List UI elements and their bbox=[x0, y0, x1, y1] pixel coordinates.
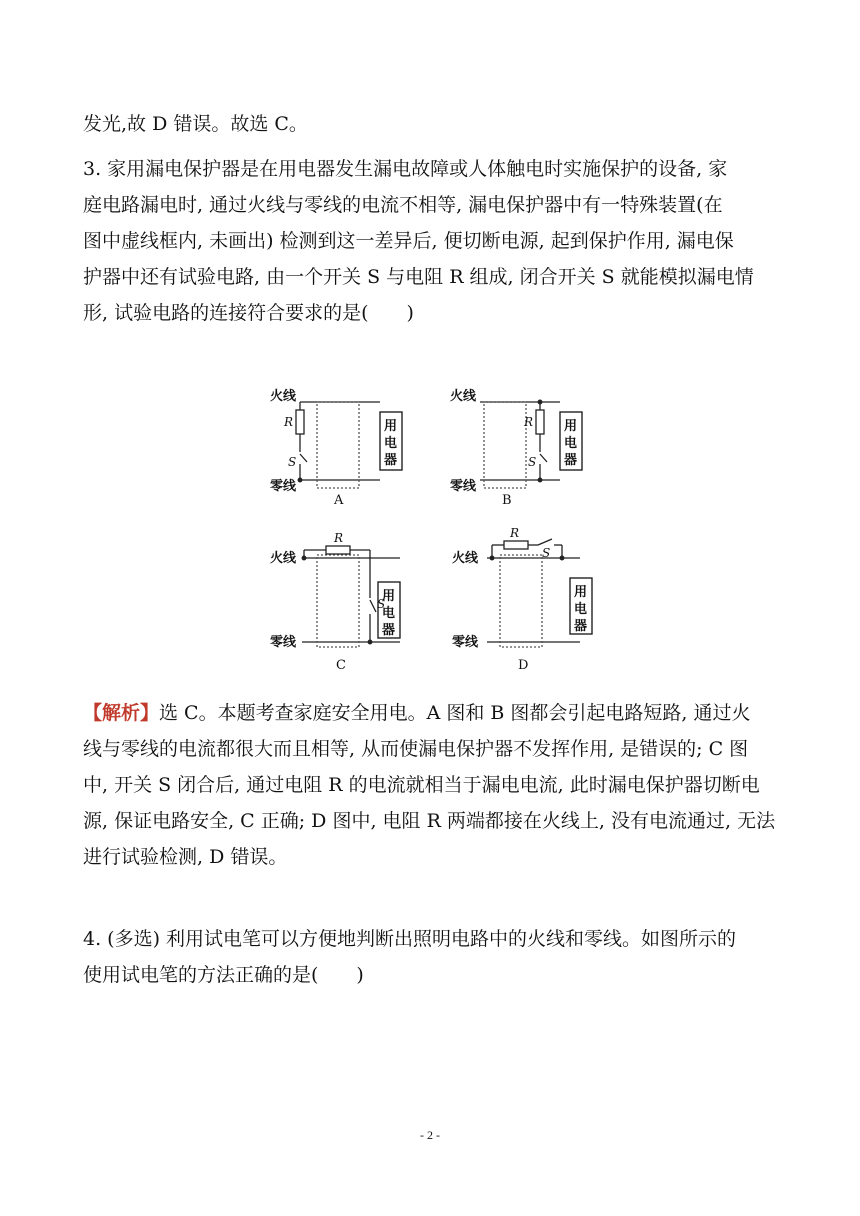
text-line: 庭电路漏电时, 通过火线与零线的电流不相等, 漏电保护器中有一特殊装置(在 bbox=[83, 194, 723, 216]
device-label-char: 器 bbox=[564, 453, 578, 468]
question-4 bbox=[83, 921, 777, 993]
analysis-first-line: 选 C。本题考查家庭安全用电。A 图和 B 图都会引起电路短路, 通过火 bbox=[159, 702, 751, 724]
text-line: 4. (多选) 利用试电笔可以方便地判断出照明电路中的火线和零线。如图所示的 bbox=[83, 928, 737, 950]
text-line: 中, 开关 S 闭合后, 通过电阻 R 的电流就相当于漏电电流, 此时漏电保护器切断电 bbox=[83, 774, 760, 796]
live-wire-label: 火线 bbox=[270, 389, 297, 404]
resistor-label: R bbox=[510, 526, 520, 540]
text-line: 图中虚线框内, 未画出) 检测到这一差异后, 便切断电源, 起到保护作用, 漏电保 bbox=[83, 230, 734, 252]
answer-continuation bbox=[83, 106, 777, 142]
device-label-char: 用 bbox=[574, 585, 588, 600]
device-label-char: 器 bbox=[382, 623, 396, 638]
live-wire-label: 火线 bbox=[450, 389, 477, 404]
neutral-wire-label: 零线 bbox=[452, 635, 479, 650]
circuit-diagrams-figure bbox=[262, 380, 602, 680]
text-line: 发光,故 D 错误。故选 C。 bbox=[83, 113, 308, 135]
live-wire-label: 火线 bbox=[270, 551, 297, 566]
device-label-char: 电 bbox=[564, 436, 578, 451]
device-label-char: 器 bbox=[384, 453, 398, 468]
analysis-block bbox=[83, 695, 777, 875]
resistor-label: R bbox=[334, 531, 344, 545]
text-line: 源, 保证电路安全, C 正确; D 图中, 电阻 R 两端都接在火线上, 没有电流通过, 无法 bbox=[83, 810, 776, 832]
neutral-wire-label: 零线 bbox=[270, 635, 297, 650]
text-line: 线与零线的电流都很大而且相等, 从而使漏电保护器不发挥作用, 是错误的; C 图 bbox=[83, 738, 749, 760]
switch-label: S bbox=[288, 455, 297, 469]
caption-a: A bbox=[334, 493, 344, 508]
device-label-char: 电 bbox=[384, 436, 398, 451]
device-label-char: 用 bbox=[564, 419, 578, 434]
neutral-wire-label: 零线 bbox=[270, 479, 297, 494]
page-number: - 2 - bbox=[420, 1128, 440, 1142]
switch-label: S bbox=[542, 546, 551, 560]
neutral-wire-label: 零线 bbox=[450, 479, 477, 494]
switch-label: S bbox=[377, 597, 386, 611]
switch-label: S bbox=[528, 455, 537, 469]
caption-b: B bbox=[502, 493, 512, 508]
resistor-label: R bbox=[524, 415, 534, 429]
text-line: 使用试电笔的方法正确的是( ) bbox=[83, 964, 364, 986]
caption-d: D bbox=[518, 658, 529, 673]
text-line: 护器中还有试验电路, 由一个开关 S 与电阻 R 组成, 闭合开关 S 就能模拟漏电情 bbox=[83, 266, 754, 288]
device-label-char: 用 bbox=[384, 419, 398, 434]
analysis-tag: 【解析】 bbox=[83, 702, 160, 724]
question-3 bbox=[83, 151, 777, 331]
resistor-label: R bbox=[284, 415, 294, 429]
text-line bbox=[83, 695, 777, 731]
text-line: 进行试验检测, D 错误。 bbox=[83, 846, 288, 868]
live-wire-label: 火线 bbox=[452, 551, 479, 566]
text-line: 3. 家用漏电保护器是在用电器发生漏电故障或人体触电时实施保护的设备, 家 bbox=[83, 158, 728, 180]
device-label-char: 电 bbox=[382, 606, 396, 621]
device-label-char: 器 bbox=[574, 619, 588, 634]
caption-c: C bbox=[336, 658, 346, 673]
device-label-char: 电 bbox=[574, 602, 588, 617]
device-label-char: 用 bbox=[382, 589, 396, 604]
text-line: 形, 试验电路的连接符合要求的是( ) bbox=[83, 302, 414, 324]
